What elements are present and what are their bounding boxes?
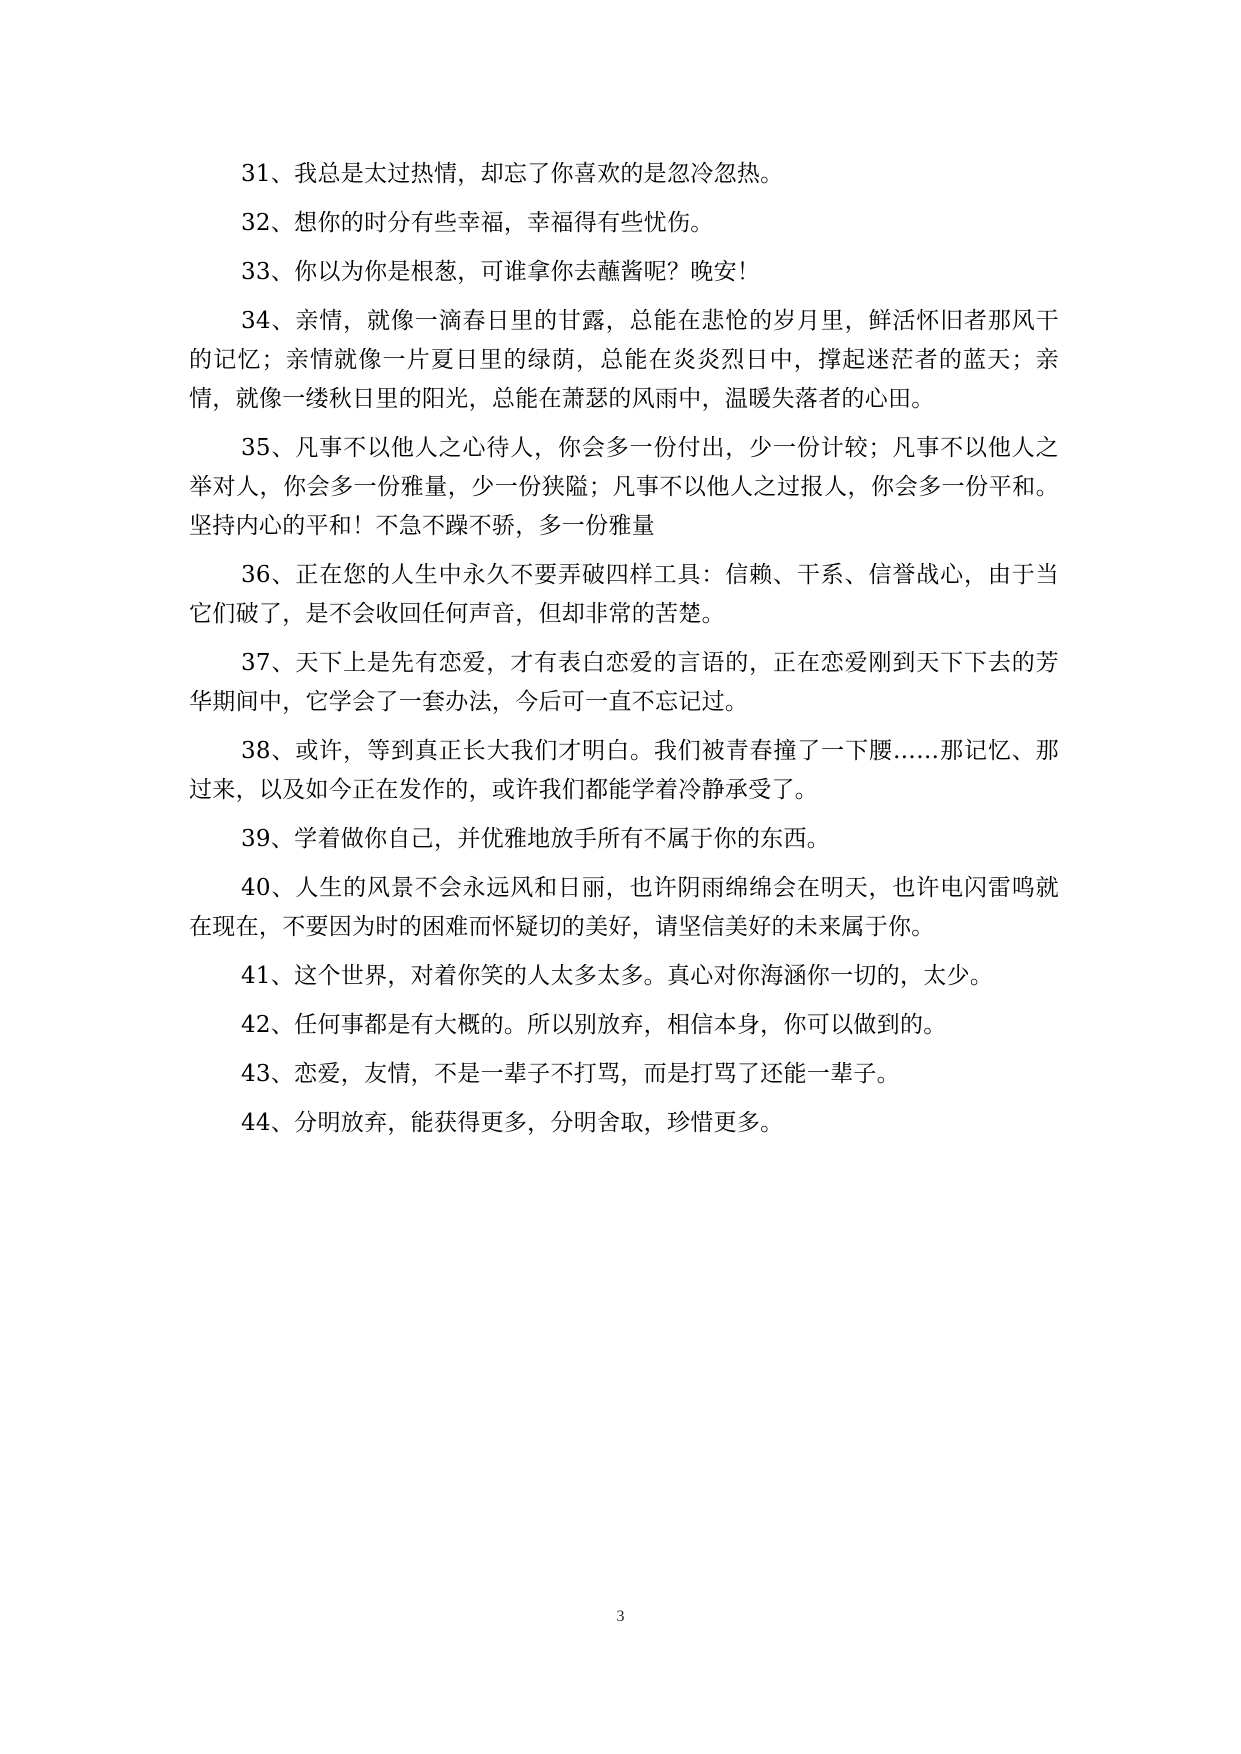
- paragraph-44: 44、分明放弃，能获得更多，分明舍取，珍惜更多。: [241, 1110, 784, 1136]
- paragraph-43: 43、恋爱，友情，不是一辈子不打骂，而是打骂了还能一辈子。: [241, 1061, 900, 1087]
- document-body: [189, 155, 1059, 1153]
- page-number: 3: [616, 1608, 625, 1625]
- paragraph-36: 36、正在您的人生中永久不要弄破四样工具：信赖、干系、信誉战心，由于当它们破了，是不会收回任何声音，但却非常的苦楚。: [189, 562, 1059, 627]
- paragraph-38: 38、或许，等到真正长大我们才明白。我们被青春撞了一下腰……那记忆、那过来，以及如今正在发作的，或许我们都能学着冷静承受了。: [189, 738, 1059, 803]
- paragraph-41: 41、这个世界，对着你笑的人太多太多。真心对你海涵你一切的，太少。: [241, 963, 994, 989]
- paragraph-34: 34、亲情，就像一滴春日里的甘露，总能在悲怆的岁月里，鲜活怀旧者那风干的记忆；亲情就像一片夏日里的绿荫，总能在炎炎烈日中，撑起迷茫者的蓝天；亲情，就像一缕秋日里的阳光，总能在萧瑟的风雨中，温暖失落者的心田。: [189, 308, 1059, 412]
- paragraph-32: 32、想你的时分有些幸福，幸福得有些忧伤。: [241, 210, 714, 236]
- paragraph-33: 33、你以为你是根葱，可谁拿你去蘸酱呢？晚安！: [241, 259, 761, 285]
- paragraph-40: 40、人生的风景不会永远风和日丽，也许阴雨绵绵会在明天，也许电闪雷鸣就在现在，不要因为时的困难而怀疑切的美好，请坚信美好的未来属于你。: [189, 875, 1059, 940]
- paragraph-42: 42、任何事都是有大概的。所以别放弃，相信本身，你可以做到的。: [241, 1012, 947, 1038]
- paragraph-35: 35、凡事不以他人之心待人，你会多一份付出，少一份计较；凡事不以他人之举对人，你会多一份雅量，少一份狭隘；凡事不以他人之过报人，你会多一份平和。坚持内心的平和！不急不躁不骄，多一份雅量: [189, 435, 1059, 539]
- paragraph-37: 37、天下上是先有恋爱，才有表白恋爱的言语的，正在恋爱刚到天下下去的芳华期间中，它学会了一套办法，今后可一直不忘记过。: [189, 650, 1059, 715]
- paragraph-31: 31、我总是太过热情，却忘了你喜欢的是忽冷忽热。: [241, 161, 784, 187]
- paragraph-39: 39、学着做你自己，并优雅地放手所有不属于你的东西。: [241, 826, 831, 852]
